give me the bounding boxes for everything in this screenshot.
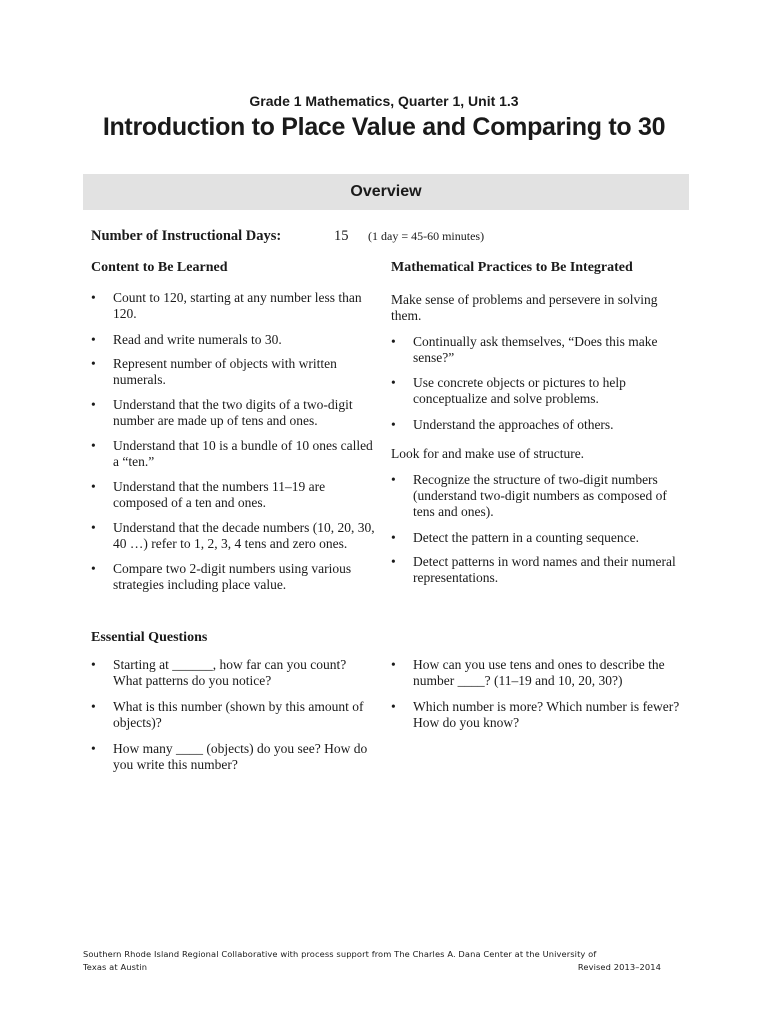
question-item: • Starting at ______, how far can you count? What patterns do you notice? [91, 657, 347, 688]
instructional-days-value: 15 [334, 228, 349, 244]
practice-list [391, 334, 681, 433]
bullet-icon: • [391, 554, 396, 569]
essential-questions-section [91, 630, 376, 773]
footer-credit-continued: Texas at Austin [83, 962, 148, 972]
content-section [91, 260, 376, 593]
question-item: • How can you use tens and ones to describe the number ____? (11–19 and 10, 20, 30?) [391, 657, 665, 688]
instructional-days-label: Number of Instructional Days: [91, 228, 282, 244]
bullet-icon: • [91, 438, 96, 453]
content-item: • Count to 120, starting at any number less than 120. [91, 290, 362, 321]
bullet-icon: • [391, 334, 396, 349]
content-item: • Understand that 10 is a bundle of 10 ones called a “ten.” [91, 438, 373, 469]
practice-list [391, 472, 681, 586]
essential-questions-heading: Essential Questions [91, 630, 208, 645]
question-item: • How many ____ (objects) do you see? How do you write this number? [91, 741, 368, 772]
unit-subtitle: Grade 1 Mathematics, Quarter 1, Unit 1.3 [249, 93, 519, 109]
content-item: • Represent number of objects with written numerals. [91, 356, 337, 387]
footer-credit: Southern Rhode Island Regional Collaborative with process support from The Charles A. Dana Center at the University of [83, 949, 597, 959]
bullet-icon: • [391, 699, 396, 714]
question-item: • What is this number (shown by this amount of objects)? [91, 699, 364, 730]
bullet-icon: • [91, 479, 96, 494]
practice-item: • Understand the approaches of others. [391, 417, 614, 432]
content-item: • Read and write numerals to 30. [91, 332, 282, 347]
question-item: • Which number is more? Which number is fewer? How do you know? [391, 699, 680, 730]
content-list [91, 290, 376, 593]
bullet-icon: • [391, 417, 396, 432]
footer-row [83, 961, 661, 974]
bullet-icon: • [91, 561, 96, 576]
footer-revision: Revised 2013–2014 [577, 962, 661, 972]
practice-item: • Continually ask themselves, “Does this make sense?” [391, 334, 658, 365]
practice-item: • Detect the pattern in a counting sequence. [391, 530, 640, 545]
practices-heading: Mathematical Practices to Be Integrated [391, 260, 633, 275]
content-item: • Understand that the two digits of a two-digit number are made up of tens and ones. [91, 397, 353, 428]
page-footer [83, 948, 661, 974]
bullet-icon: • [91, 290, 96, 305]
overview-label: Overview [350, 183, 422, 200]
bullet-icon: • [391, 530, 396, 545]
content-item: • Compare two 2-digit numbers using various strategies including place value. [91, 561, 352, 592]
content-item: • Understand that the decade numbers (10, 20, 30, 40 …) refer to 1, 2, 3, 4 tens and zero ones. [91, 520, 375, 551]
bullet-icon: • [91, 520, 96, 535]
content-heading: Content to Be Learned [91, 260, 228, 275]
essential-questions-right [391, 657, 681, 731]
practice-item: • Recognize the structure of two-digit numbers (understand two-digit numbers as composed of tens and ones). [391, 472, 667, 519]
page-title: Introduction to Place Value and Comparing to 30 [102, 113, 666, 141]
bullet-icon: • [391, 375, 396, 390]
bullet-icon: • [91, 699, 96, 714]
bullet-icon: • [391, 472, 396, 487]
practice-lead: Look for and make use of structure. [391, 446, 585, 461]
content-item: • Understand that the numbers 11–19 are composed of a ten and ones. [91, 479, 326, 510]
bullet-icon: • [91, 332, 96, 347]
question-list-left [91, 657, 376, 773]
bullet-icon: • [91, 657, 96, 672]
practice-item: • Detect patterns in word names and their numeral representations. [391, 554, 676, 585]
instructional-days-note: (1 day = 45-60 minutes) [368, 229, 485, 243]
practice-item: • Use concrete objects or pictures to help conceptualize and solve problems. [391, 375, 626, 406]
bullet-icon: • [391, 657, 396, 672]
bullet-icon: • [91, 397, 96, 412]
overview-banner [83, 174, 689, 210]
practice-lead: Make sense of problems and persevere in solving them. [391, 292, 658, 323]
bullet-icon: • [91, 741, 96, 756]
bullet-icon: • [91, 356, 96, 371]
question-list-right [391, 657, 681, 731]
practices-section [391, 260, 681, 586]
